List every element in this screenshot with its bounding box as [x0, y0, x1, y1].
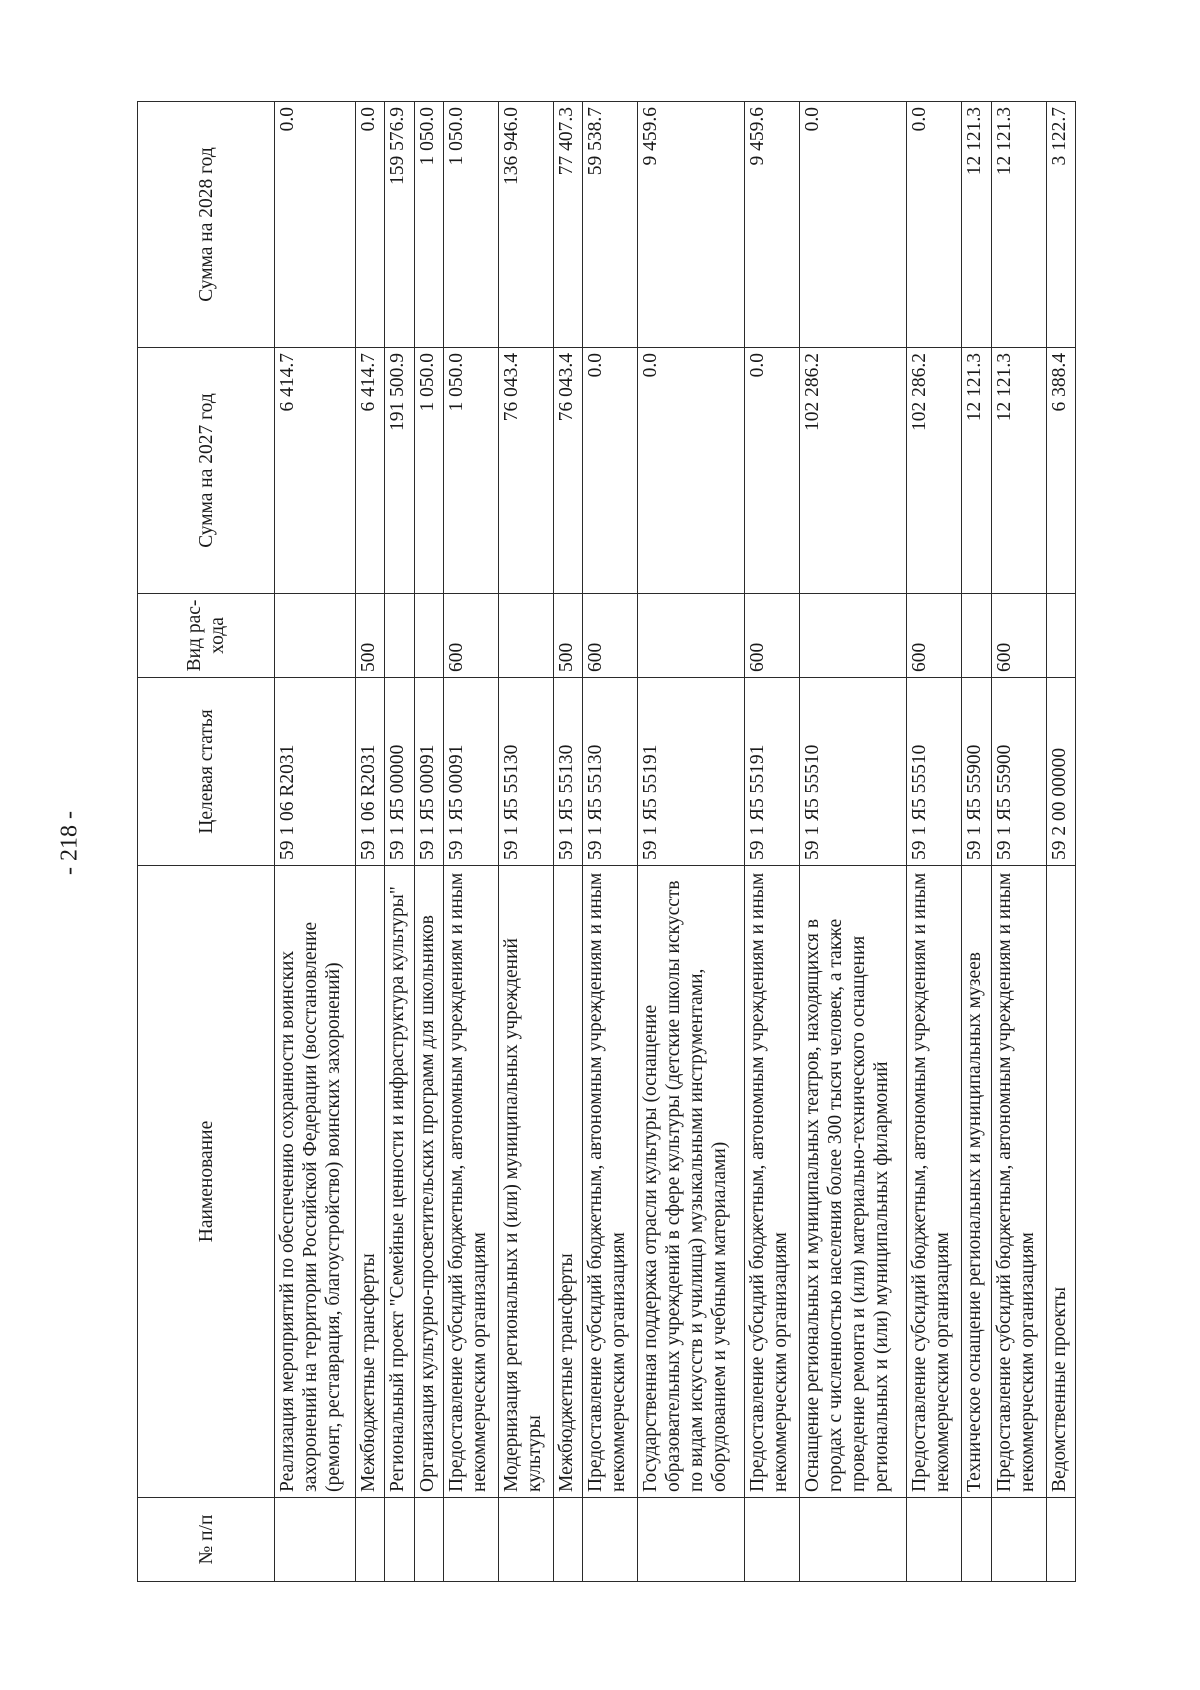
- row-number-cell: [638, 1498, 745, 1582]
- row-sum-2027-cell: 1 050.0: [414, 348, 443, 594]
- row-sum-2028-cell: 9 459.6: [638, 102, 745, 348]
- row-name-cell: Модернизация региональных и (или) муниципальных учреждений культуры: [498, 866, 553, 1498]
- rotated-table-container: [137, 102, 1076, 1582]
- row-code-cell: 59 1 Я5 00091: [414, 678, 443, 866]
- row-kind-cell: 600: [443, 594, 498, 678]
- row-sum-2028-cell: 1 050.0: [414, 102, 443, 348]
- header-sum-2028: Сумма на 2028 год: [138, 102, 275, 348]
- row-name-cell: Межбюджетные трансферты: [554, 866, 583, 1498]
- row-kind-cell: 600: [991, 594, 1046, 678]
- row-sum-2027-cell: 6 388.4: [1046, 348, 1075, 594]
- row-kind-cell: [414, 594, 443, 678]
- row-name-cell: Предоставление субсидий бюджетным, автономным учреждениям и иным некоммерческим организациям: [907, 866, 962, 1498]
- table-row: [962, 102, 991, 1582]
- row-name-cell: Предоставление субсидий бюджетным, автономным учреждениям и иным некоммерческим организациям: [583, 866, 638, 1498]
- row-sum-2027-cell: 0.0: [745, 348, 800, 594]
- row-number-cell: [1046, 1498, 1075, 1582]
- row-number-cell: [414, 1498, 443, 1582]
- row-number-cell: [554, 1498, 583, 1582]
- table-row: [385, 102, 414, 1582]
- row-number-cell: [498, 1498, 553, 1582]
- row-code-cell: 59 1 Я5 55900: [991, 678, 1046, 866]
- row-kind-cell: 500: [554, 594, 583, 678]
- budget-table: [137, 101, 1076, 1582]
- row-sum-2028-cell: 12 121.3: [991, 102, 1046, 348]
- row-sum-2027-cell: 6 414.7: [356, 348, 385, 594]
- row-sum-2028-cell: 12 121.3: [962, 102, 991, 348]
- table-row: [638, 102, 745, 1582]
- row-name-cell: Межбюджетные трансферты: [356, 866, 385, 1498]
- row-code-cell: 59 1 Я5 55130: [498, 678, 553, 866]
- row-kind-cell: [498, 594, 553, 678]
- row-sum-2028-cell: 0.0: [800, 102, 907, 348]
- row-sum-2028-cell: 159 576.9: [385, 102, 414, 348]
- table-row: [583, 102, 638, 1582]
- row-sum-2027-cell: 12 121.3: [962, 348, 991, 594]
- header-kind: Вид рас-хода: [138, 594, 275, 678]
- table-row: [745, 102, 800, 1582]
- row-code-cell: 59 1 Я5 55900: [962, 678, 991, 866]
- row-code-cell: 59 1 Я5 00091: [443, 678, 498, 866]
- row-sum-2027-cell: 0.0: [583, 348, 638, 594]
- row-sum-2028-cell: 1 050.0: [443, 102, 498, 348]
- header-name: Наименование: [138, 866, 275, 1498]
- row-kind-cell: [1046, 594, 1075, 678]
- row-sum-2027-cell: 102 286.2: [907, 348, 962, 594]
- row-name-cell: Предоставление субсидий бюджетным, автономным учреждениям и иным некоммерческим организациям: [443, 866, 498, 1498]
- table-row: [356, 102, 385, 1582]
- row-number-cell: [991, 1498, 1046, 1582]
- row-sum-2027-cell: 12 121.3: [991, 348, 1046, 594]
- row-sum-2028-cell: 3 122.7: [1046, 102, 1075, 348]
- row-code-cell: 59 2 00 00000: [1046, 678, 1075, 866]
- page-number: - 218 -: [56, 811, 83, 875]
- table-row: [275, 102, 356, 1582]
- row-number-cell: [907, 1498, 962, 1582]
- row-kind-cell: [385, 594, 414, 678]
- row-name-cell: Предоставление субсидий бюджетным, автономным учреждениям и иным некоммерческим организациям: [991, 866, 1046, 1498]
- row-code-cell: 59 1 06 R2031: [356, 678, 385, 866]
- table-row: [907, 102, 962, 1582]
- row-name-cell: Реализация мероприятий по обеспечению сохранности воинских захоронений на территории Российской Федерации (восстановление (ремонт, реставрация, благоустройство) воинских захоронений): [275, 866, 356, 1498]
- row-sum-2027-cell: 102 286.2: [800, 348, 907, 594]
- row-sum-2028-cell: 59 538.7: [583, 102, 638, 348]
- header-code: Целевая статья: [138, 678, 275, 866]
- row-code-cell: 59 1 06 R2031: [275, 678, 356, 866]
- table-row: [498, 102, 553, 1582]
- row-number-cell: [385, 1498, 414, 1582]
- row-sum-2027-cell: 6 414.7: [275, 348, 356, 594]
- table-row: [414, 102, 443, 1582]
- row-code-cell: 59 1 Я5 55130: [554, 678, 583, 866]
- row-sum-2027-cell: 1 050.0: [443, 348, 498, 594]
- row-sum-2027-cell: 0.0: [638, 348, 745, 594]
- row-kind-cell: [962, 594, 991, 678]
- row-code-cell: 59 1 Я5 00000: [385, 678, 414, 866]
- row-sum-2028-cell: 0.0: [275, 102, 356, 348]
- row-name-cell: Предоставление субсидий бюджетным, автономным учреждениям и иным некоммерческим организациям: [745, 866, 800, 1498]
- row-code-cell: 59 1 Я5 55191: [745, 678, 800, 866]
- header-sum-2027: Сумма на 2027 год: [138, 348, 275, 594]
- table-row: [800, 102, 907, 1582]
- table-header-row: [138, 102, 275, 1582]
- row-sum-2028-cell: 0.0: [907, 102, 962, 348]
- row-kind-cell: [800, 594, 907, 678]
- row-sum-2028-cell: 77 407.3: [554, 102, 583, 348]
- row-name-cell: Техническое оснащение региональных и муниципальных музеев: [962, 866, 991, 1498]
- row-code-cell: 59 1 Я5 55191: [638, 678, 745, 866]
- row-number-cell: [356, 1498, 385, 1582]
- row-sum-2027-cell: 191 500.9: [385, 348, 414, 594]
- row-number-cell: [275, 1498, 356, 1582]
- row-sum-2028-cell: 0.0: [356, 102, 385, 348]
- row-kind-cell: 600: [583, 594, 638, 678]
- row-sum-2027-cell: 76 043.4: [498, 348, 553, 594]
- row-number-cell: [800, 1498, 907, 1582]
- header-num: № п/п: [138, 1498, 275, 1582]
- row-kind-cell: [638, 594, 745, 678]
- table-row: [991, 102, 1046, 1582]
- row-name-cell: Ведомственные проекты: [1046, 866, 1075, 1498]
- row-sum-2027-cell: 76 043.4: [554, 348, 583, 594]
- row-name-cell: Организация культурно-просветительских программ для школьников: [414, 866, 443, 1498]
- row-sum-2028-cell: 136 946.0: [498, 102, 553, 348]
- table-body: [275, 102, 1076, 1582]
- row-sum-2028-cell: 9 459.6: [745, 102, 800, 348]
- row-code-cell: 59 1 Я5 55130: [583, 678, 638, 866]
- row-kind-cell: [275, 594, 356, 678]
- table-row: [554, 102, 583, 1582]
- row-code-cell: 59 1 Я5 55510: [907, 678, 962, 866]
- row-name-cell: Государственная поддержка отрасли культуры (оснащение образовательных учреждений в сфере культуры (детские школы искусств по видам искусств и училища) музыкальными инструментами, оборудованием и учебными материалами): [638, 866, 745, 1498]
- row-kind-cell: 500: [356, 594, 385, 678]
- row-number-cell: [583, 1498, 638, 1582]
- row-name-cell: Региональный проект "Семейные ценности и инфраструктура культуры": [385, 866, 414, 1498]
- row-name-cell: Оснащение региональных и муниципальных театров, находящихся в городах с численностью населения более 300 тысяч человек, а также проведение ремонта и (или) материально-технического оснащения региональных и (или) муниципальных филармоний: [800, 866, 907, 1498]
- row-number-cell: [443, 1498, 498, 1582]
- row-number-cell: [745, 1498, 800, 1582]
- row-kind-cell: 600: [907, 594, 962, 678]
- row-kind-cell: 600: [745, 594, 800, 678]
- table-row: [443, 102, 498, 1582]
- row-code-cell: 59 1 Я5 55510: [800, 678, 907, 866]
- table-row: [1046, 102, 1075, 1582]
- row-number-cell: [962, 1498, 991, 1582]
